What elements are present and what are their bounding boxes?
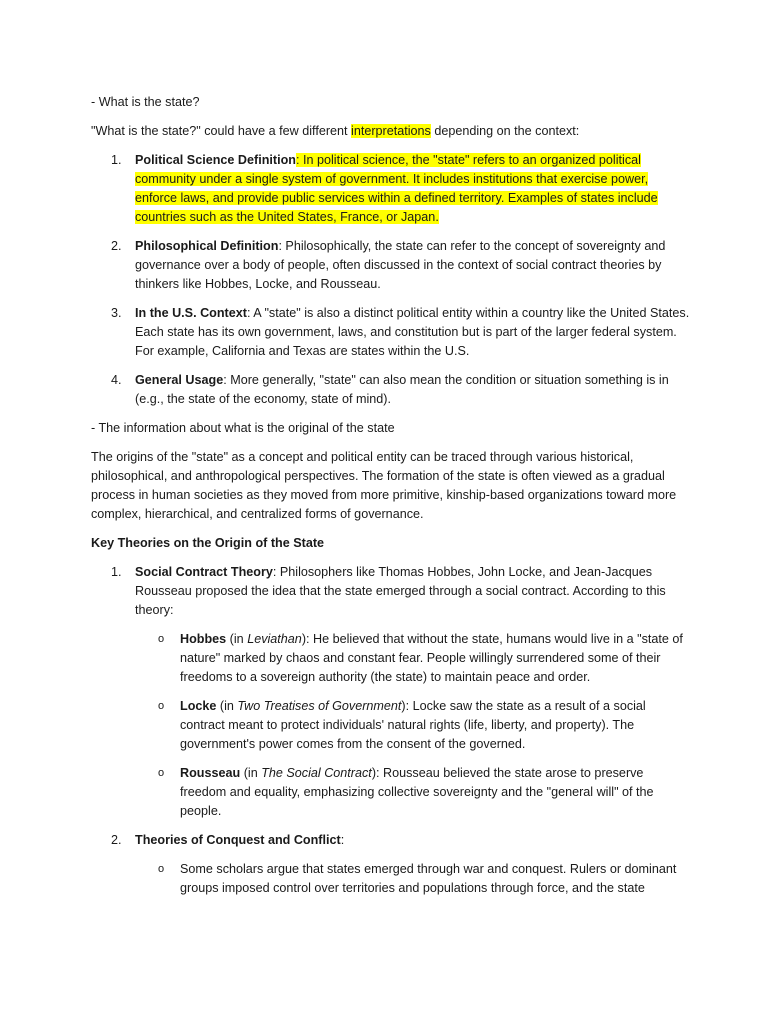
- sub-item-text: ): Rousseau believed the state arose to preserve freedom and equality, emphasizing collective sovereignty and the "general will" of the people.: [180, 766, 654, 818]
- list-item: [91, 563, 691, 821]
- intro-text: "What is the state?" could have a few different: [91, 124, 352, 138]
- section-heading: - The information about what is the original of the state: [91, 421, 395, 435]
- intro-text-end: depending on the context:: [430, 124, 580, 138]
- section-heading: - What is the state?: [91, 95, 200, 109]
- list-item-separator: :: [295, 153, 300, 167]
- sub-list: [135, 630, 691, 821]
- list-item: [91, 831, 691, 898]
- list-number: 3.: [111, 306, 122, 320]
- list-number: 1.: [111, 565, 122, 579]
- sub-item-text: ): Locke saw the state as a result of a social contract meant to protect individuals' natural rights (life, liberty, and property). The government's power comes from the consent of the governed.: [180, 699, 646, 751]
- bullet-icon: o: [158, 863, 165, 875]
- list-item: [91, 151, 691, 227]
- list-item-text: : Philosophers like Thomas Hobbes, John Locke, and Jean-Jacques Rousseau proposed the idea that the state emerged through a social contract. According to this theory:: [135, 565, 666, 617]
- list-item: [91, 304, 691, 361]
- list-item-term: Political Science Definition: [135, 153, 296, 167]
- list-number: 1.: [111, 153, 122, 167]
- list-item-text: In political science, the "state" refers to an organized political community under a single system of government. It includes institutions that exercise power, enforce laws, and provide public services within a defined territory. Examples of states include countries such as the United States, France, or Japan.: [135, 153, 658, 224]
- sub-list-item: [135, 860, 691, 898]
- list-item-term: In the U.S. Context: [135, 306, 247, 320]
- sub-list-item: [135, 697, 691, 754]
- list-item: [91, 237, 691, 294]
- list-item-text: : Philosophically, the state can refer to the concept of sovereignty and governance over a body of people, often discussed in the context of social contract theories by thinkers like Hobbes, Locke, and Rousseau.: [135, 239, 666, 291]
- document-body: [91, 93, 691, 908]
- list-number: 2.: [111, 833, 122, 847]
- list-item-separator: :: [340, 833, 345, 847]
- list-item-term: Philosophical Definition: [135, 239, 279, 253]
- highlighted-text: interpretations: [351, 124, 431, 138]
- work-title: The Social Contract: [261, 766, 372, 780]
- definitions-list: [91, 151, 691, 409]
- list-item-term: Social Contract Theory: [135, 565, 273, 579]
- sub-item-text: ): He believed that without the state, humans would live in a "state of nature" marked by chaos and constant fear. People willingly surrendered some of their freedoms to a sovereign authority (the state) to maintain peace and order.: [180, 632, 683, 684]
- thinker-name: Locke: [180, 699, 217, 713]
- origins-paragraph: The origins of the "state" as a concept and political entity can be traced through various historical, philosophical, and anthropological perspectives. The formation of the state is often viewed as a gradual process in human societies as they moved from more primitive, kinship-based organizations toward more complex, hierarchical, and centralized forms of governance.: [91, 450, 677, 521]
- list-number: 2.: [111, 239, 122, 253]
- thinker-name: Hobbes: [180, 632, 227, 646]
- list-item-term: General Usage: [135, 373, 224, 387]
- list-item-text: : More generally, "state" can also mean the condition or situation something is in (e.g., the state of the economy, state of mind).: [135, 373, 669, 406]
- sub-item-pre: (in: [240, 766, 262, 780]
- thinker-name: Rousseau: [180, 766, 241, 780]
- list-number: 4.: [111, 373, 122, 387]
- sub-list-item: [135, 630, 691, 687]
- key-theories-title-text: Key Theories on the Origin of the State: [91, 536, 325, 550]
- sub-item-pre: (in: [226, 632, 248, 646]
- list-item-text: : A "state" is also a distinct political entity within a country like the United States. Each state has its own government, laws, and constitution but is part of the larger federal system. For example, California and Texas are states within the U.S.: [135, 306, 690, 358]
- bullet-icon: o: [158, 633, 165, 645]
- list-item: [91, 371, 691, 409]
- bullet-icon: o: [158, 700, 165, 712]
- intro-paragraph: [91, 122, 691, 141]
- sub-list: [135, 860, 691, 898]
- bullet-icon: o: [158, 767, 165, 779]
- sub-list-item: [135, 764, 691, 821]
- sub-item-text: Some scholars argue that states emerged through war and conquest. Rulers or dominant groups imposed control over territories and populations through force, and the state: [180, 862, 677, 895]
- work-title: Leviathan: [247, 632, 302, 646]
- key-theories-title: [91, 534, 691, 553]
- sub-item-pre: (in: [216, 699, 238, 713]
- list-item-term: Theories of Conquest and Conflict: [135, 833, 341, 847]
- theories-list: [91, 563, 691, 898]
- work-title: Two Treatises of Government: [237, 699, 402, 713]
